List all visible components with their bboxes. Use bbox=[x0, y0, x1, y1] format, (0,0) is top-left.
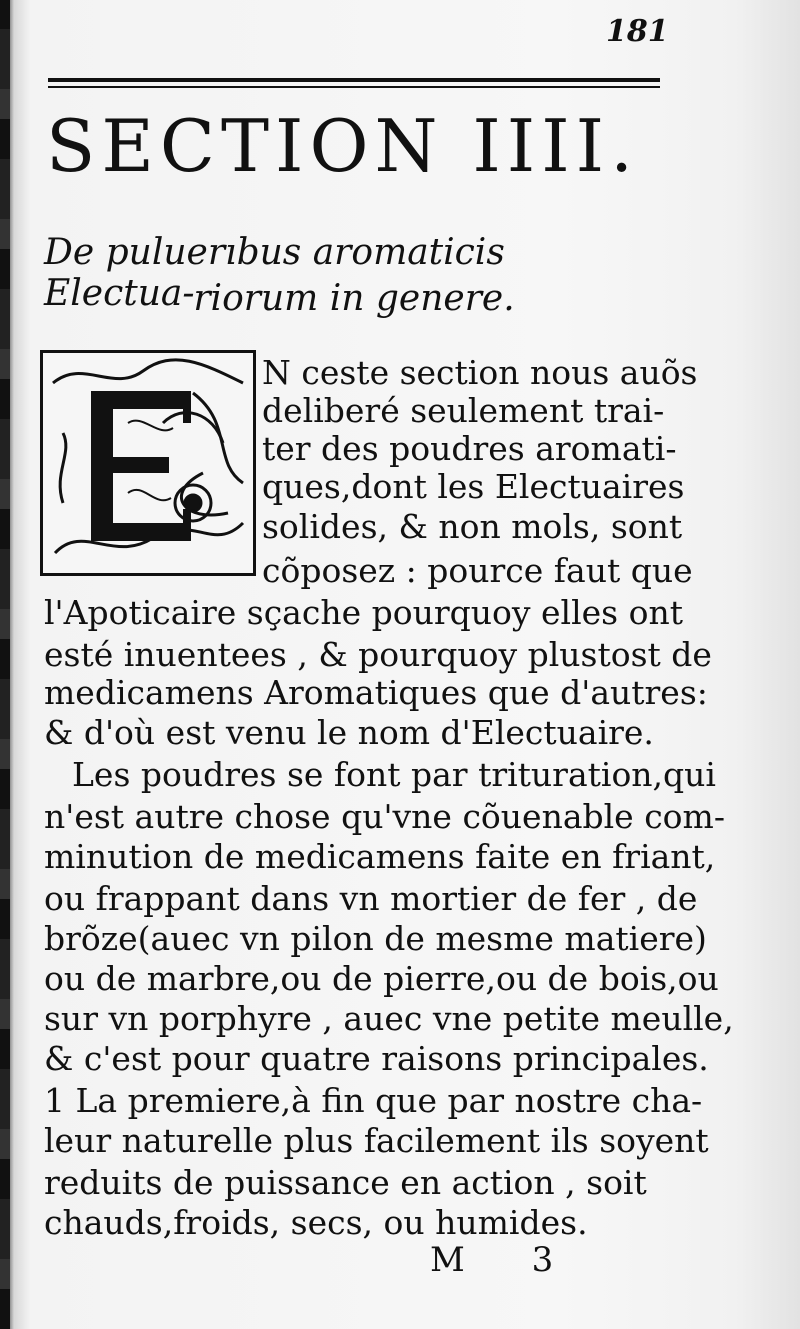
subtitle-line-1: De puluerıbus aromaticis Electua- bbox=[44, 232, 505, 314]
text-line: solides, & non mols, sont bbox=[262, 507, 683, 546]
header-rule bbox=[48, 78, 660, 82]
page-gutter-shadow bbox=[0, 0, 10, 1329]
text-line: brõze(auec vn pilon de mesme matiere) bbox=[44, 919, 707, 958]
text-line: cõposez : pource faut que bbox=[262, 551, 693, 590]
text-line: minution de medicamens faite en friant, bbox=[44, 837, 716, 876]
text-line: ter des poudres aromati- bbox=[262, 429, 677, 468]
page-number: 181 bbox=[606, 14, 669, 49]
text-line: leur naturelle plus facilement ils soyent bbox=[44, 1121, 709, 1160]
text-line: medicamens Aromatiques que d'autres: bbox=[44, 673, 708, 712]
text-line: ques,dont les Electuaires bbox=[262, 467, 685, 506]
text-line: n'est autre chose qu'vne cõuenable com- bbox=[44, 797, 725, 836]
text-line: ou frappant dans vn mortier de fer , de bbox=[44, 879, 698, 918]
text-line: sur vn porphyre , auec vne petite meulle, bbox=[44, 999, 734, 1038]
text-line: ou de marbre,ou de pierre,ou de bois,ou bbox=[44, 959, 719, 998]
text-line: & d'où est venu le nom d'Electuaire. bbox=[44, 713, 654, 752]
text-line: reduits de puissance en action , soit bbox=[44, 1163, 647, 1202]
subtitle-line-2: riorum in genere. bbox=[193, 278, 515, 319]
paragraph-start-line: Les poudres se font par trituration,qui bbox=[72, 755, 716, 794]
numbered-line: 1 La premiere,à fin que par nostre cha- bbox=[44, 1081, 703, 1120]
text-line: esté inuentees , & pourquoy plustost de bbox=[44, 635, 712, 674]
header-rule-thin bbox=[48, 86, 660, 88]
signature-mark: M 3 bbox=[430, 1240, 582, 1280]
text-line: l'Apoticaire sçache pourquoy elles ont bbox=[44, 593, 683, 632]
text-line: deliberé seulement trai- bbox=[262, 391, 665, 430]
text-line: & c'est pour quatre raisons principales. bbox=[44, 1039, 709, 1078]
text-line: N ceste section nous auõs bbox=[262, 353, 698, 392]
ornamental-initial-e-icon bbox=[43, 353, 253, 573]
section-title: SECTION IIII. bbox=[46, 104, 640, 188]
decorated-initial bbox=[40, 350, 256, 576]
text-line: chauds,froids, secs, ou humides. bbox=[44, 1203, 588, 1242]
